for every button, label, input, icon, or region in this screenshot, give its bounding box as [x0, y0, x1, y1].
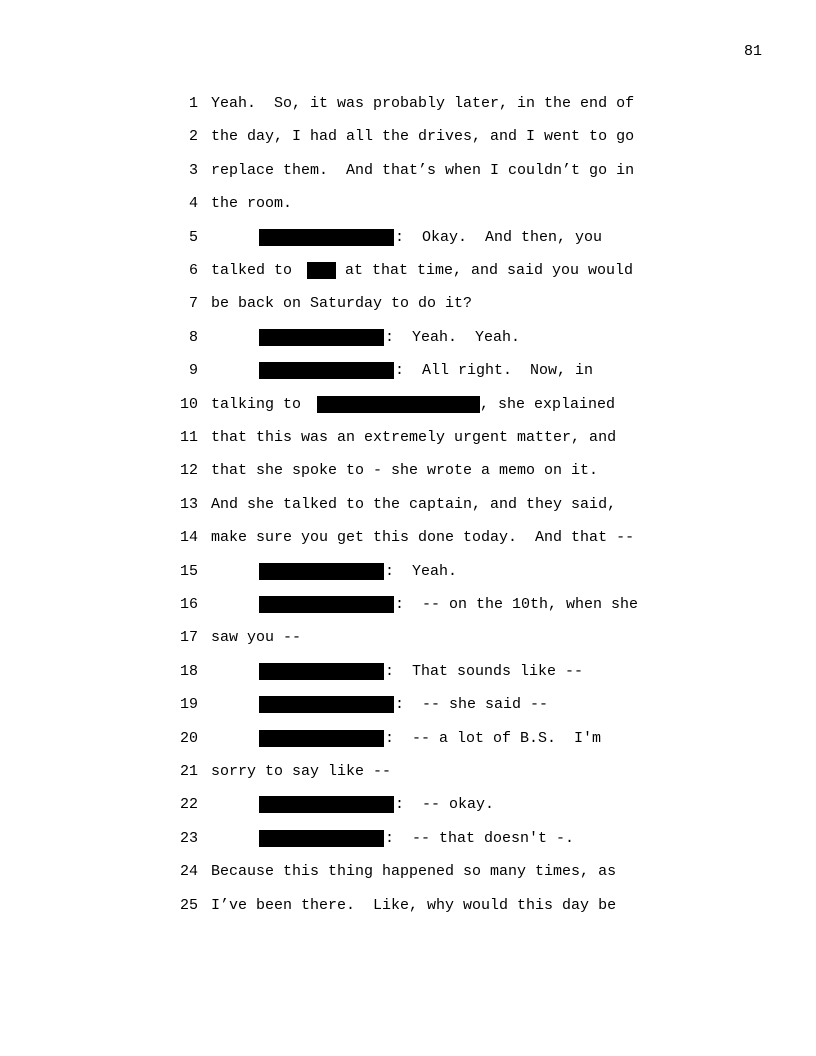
line-number: 19 — [179, 696, 198, 714]
line-number: 10 — [179, 395, 198, 413]
line-number: 3 — [188, 161, 198, 179]
transcript-line — [0, 761, 816, 783]
line-text: : That sounds like -- — [385, 662, 584, 680]
transcript-line — [0, 728, 816, 750]
speaker-redaction — [259, 730, 384, 747]
line-number: 4 — [188, 195, 198, 213]
line-text: Because this thing happened so many times, as — [211, 863, 617, 881]
line-text: : Okay. And then, you — [395, 228, 603, 246]
transcript-line — [0, 661, 816, 683]
line-text: that this was an extremely urgent matter, and — [211, 429, 617, 446]
line-text-after-redaction: , she explained — [480, 395, 616, 413]
line-number: 18 — [179, 662, 198, 680]
speaker-redaction — [259, 329, 384, 346]
line-number: 1 — [188, 95, 198, 112]
transcript-line — [0, 93, 816, 115]
line-number: 9 — [188, 362, 198, 380]
transcript-line — [0, 260, 816, 282]
line-text: : -- on the 10th, when she — [395, 596, 639, 613]
line-text: make sure you get this done today. And that -- — [211, 529, 635, 547]
speaker-redaction — [259, 663, 384, 680]
transcript-line — [0, 360, 816, 382]
line-number: 21 — [179, 763, 198, 780]
line-number: 2 — [188, 128, 198, 146]
transcript-line — [0, 126, 816, 148]
line-number: 22 — [179, 796, 198, 814]
line-number: 23 — [179, 829, 198, 847]
line-text: Yeah. So, it was probably later, in the end of — [211, 95, 635, 112]
transcript-line — [0, 895, 816, 917]
transcript-line — [0, 694, 816, 716]
speaker-redaction — [259, 563, 384, 580]
transcript-line — [0, 828, 816, 850]
transcript-line — [0, 394, 816, 416]
transcript-line — [0, 460, 816, 482]
name-redaction — [307, 262, 336, 279]
line-number: 15 — [179, 562, 198, 580]
line-number: 11 — [179, 429, 198, 446]
transcript-line — [0, 293, 816, 315]
line-number: 20 — [179, 729, 198, 747]
line-text: And she talked to the captain, and they said, — [211, 495, 617, 513]
name-redaction — [317, 396, 480, 413]
speaker-redaction — [259, 830, 384, 847]
transcript-line — [0, 494, 816, 516]
line-number: 24 — [179, 863, 198, 881]
line-number: 8 — [188, 328, 198, 346]
transcript-line — [0, 594, 816, 616]
transcript-line — [0, 627, 816, 649]
line-text: : -- okay. — [395, 796, 495, 814]
transcript-line — [0, 327, 816, 349]
line-text: be back on Saturday to do it? — [211, 295, 473, 313]
speaker-redaction — [259, 596, 394, 613]
line-text: I’ve been there. Like, why would this day be — [211, 896, 617, 914]
line-text: : -- she said -- — [395, 696, 549, 714]
line-text: : -- that doesn't -. — [385, 829, 575, 847]
line-text-before-redaction: talking to — [211, 395, 302, 413]
transcript-line — [0, 227, 816, 249]
line-number: 25 — [179, 896, 198, 914]
line-text: saw you -- — [211, 629, 302, 647]
line-text-after-redaction: at that time, and said you would — [336, 262, 634, 279]
line-text: the room. — [211, 195, 293, 213]
speaker-redaction — [259, 796, 394, 813]
line-text: : Yeah. Yeah. — [385, 328, 521, 346]
line-text: the day, I had all the drives, and I went to go — [211, 128, 635, 146]
line-text: that she spoke to - she wrote a memo on it. — [211, 462, 599, 480]
transcript-line — [0, 861, 816, 883]
line-text: sorry to say like -- — [211, 763, 392, 780]
line-number: 12 — [179, 462, 198, 480]
line-text: : -- a lot of B.S. I'm — [385, 729, 602, 747]
transcript-line — [0, 427, 816, 449]
speaker-redaction — [259, 362, 394, 379]
line-text: : All right. Now, in — [395, 362, 594, 380]
line-number: 17 — [179, 629, 198, 647]
transcript-line — [0, 527, 816, 549]
transcript-line — [0, 160, 816, 182]
line-text: replace them. And that’s when I couldn’t go in — [211, 161, 635, 179]
transcript-line — [0, 193, 816, 215]
line-text-before-redaction: talked to — [211, 262, 293, 279]
transcript-line — [0, 561, 816, 583]
page-number: 81 — [743, 43, 762, 60]
speaker-redaction — [259, 696, 394, 713]
line-number: 16 — [179, 596, 198, 613]
line-number: 6 — [188, 262, 198, 279]
line-number: 5 — [188, 228, 198, 246]
speaker-redaction — [259, 229, 394, 246]
line-number: 14 — [179, 529, 198, 547]
line-text: : Yeah. — [385, 562, 458, 580]
line-number: 7 — [188, 295, 198, 313]
line-number: 13 — [179, 495, 198, 513]
transcript-line — [0, 794, 816, 816]
